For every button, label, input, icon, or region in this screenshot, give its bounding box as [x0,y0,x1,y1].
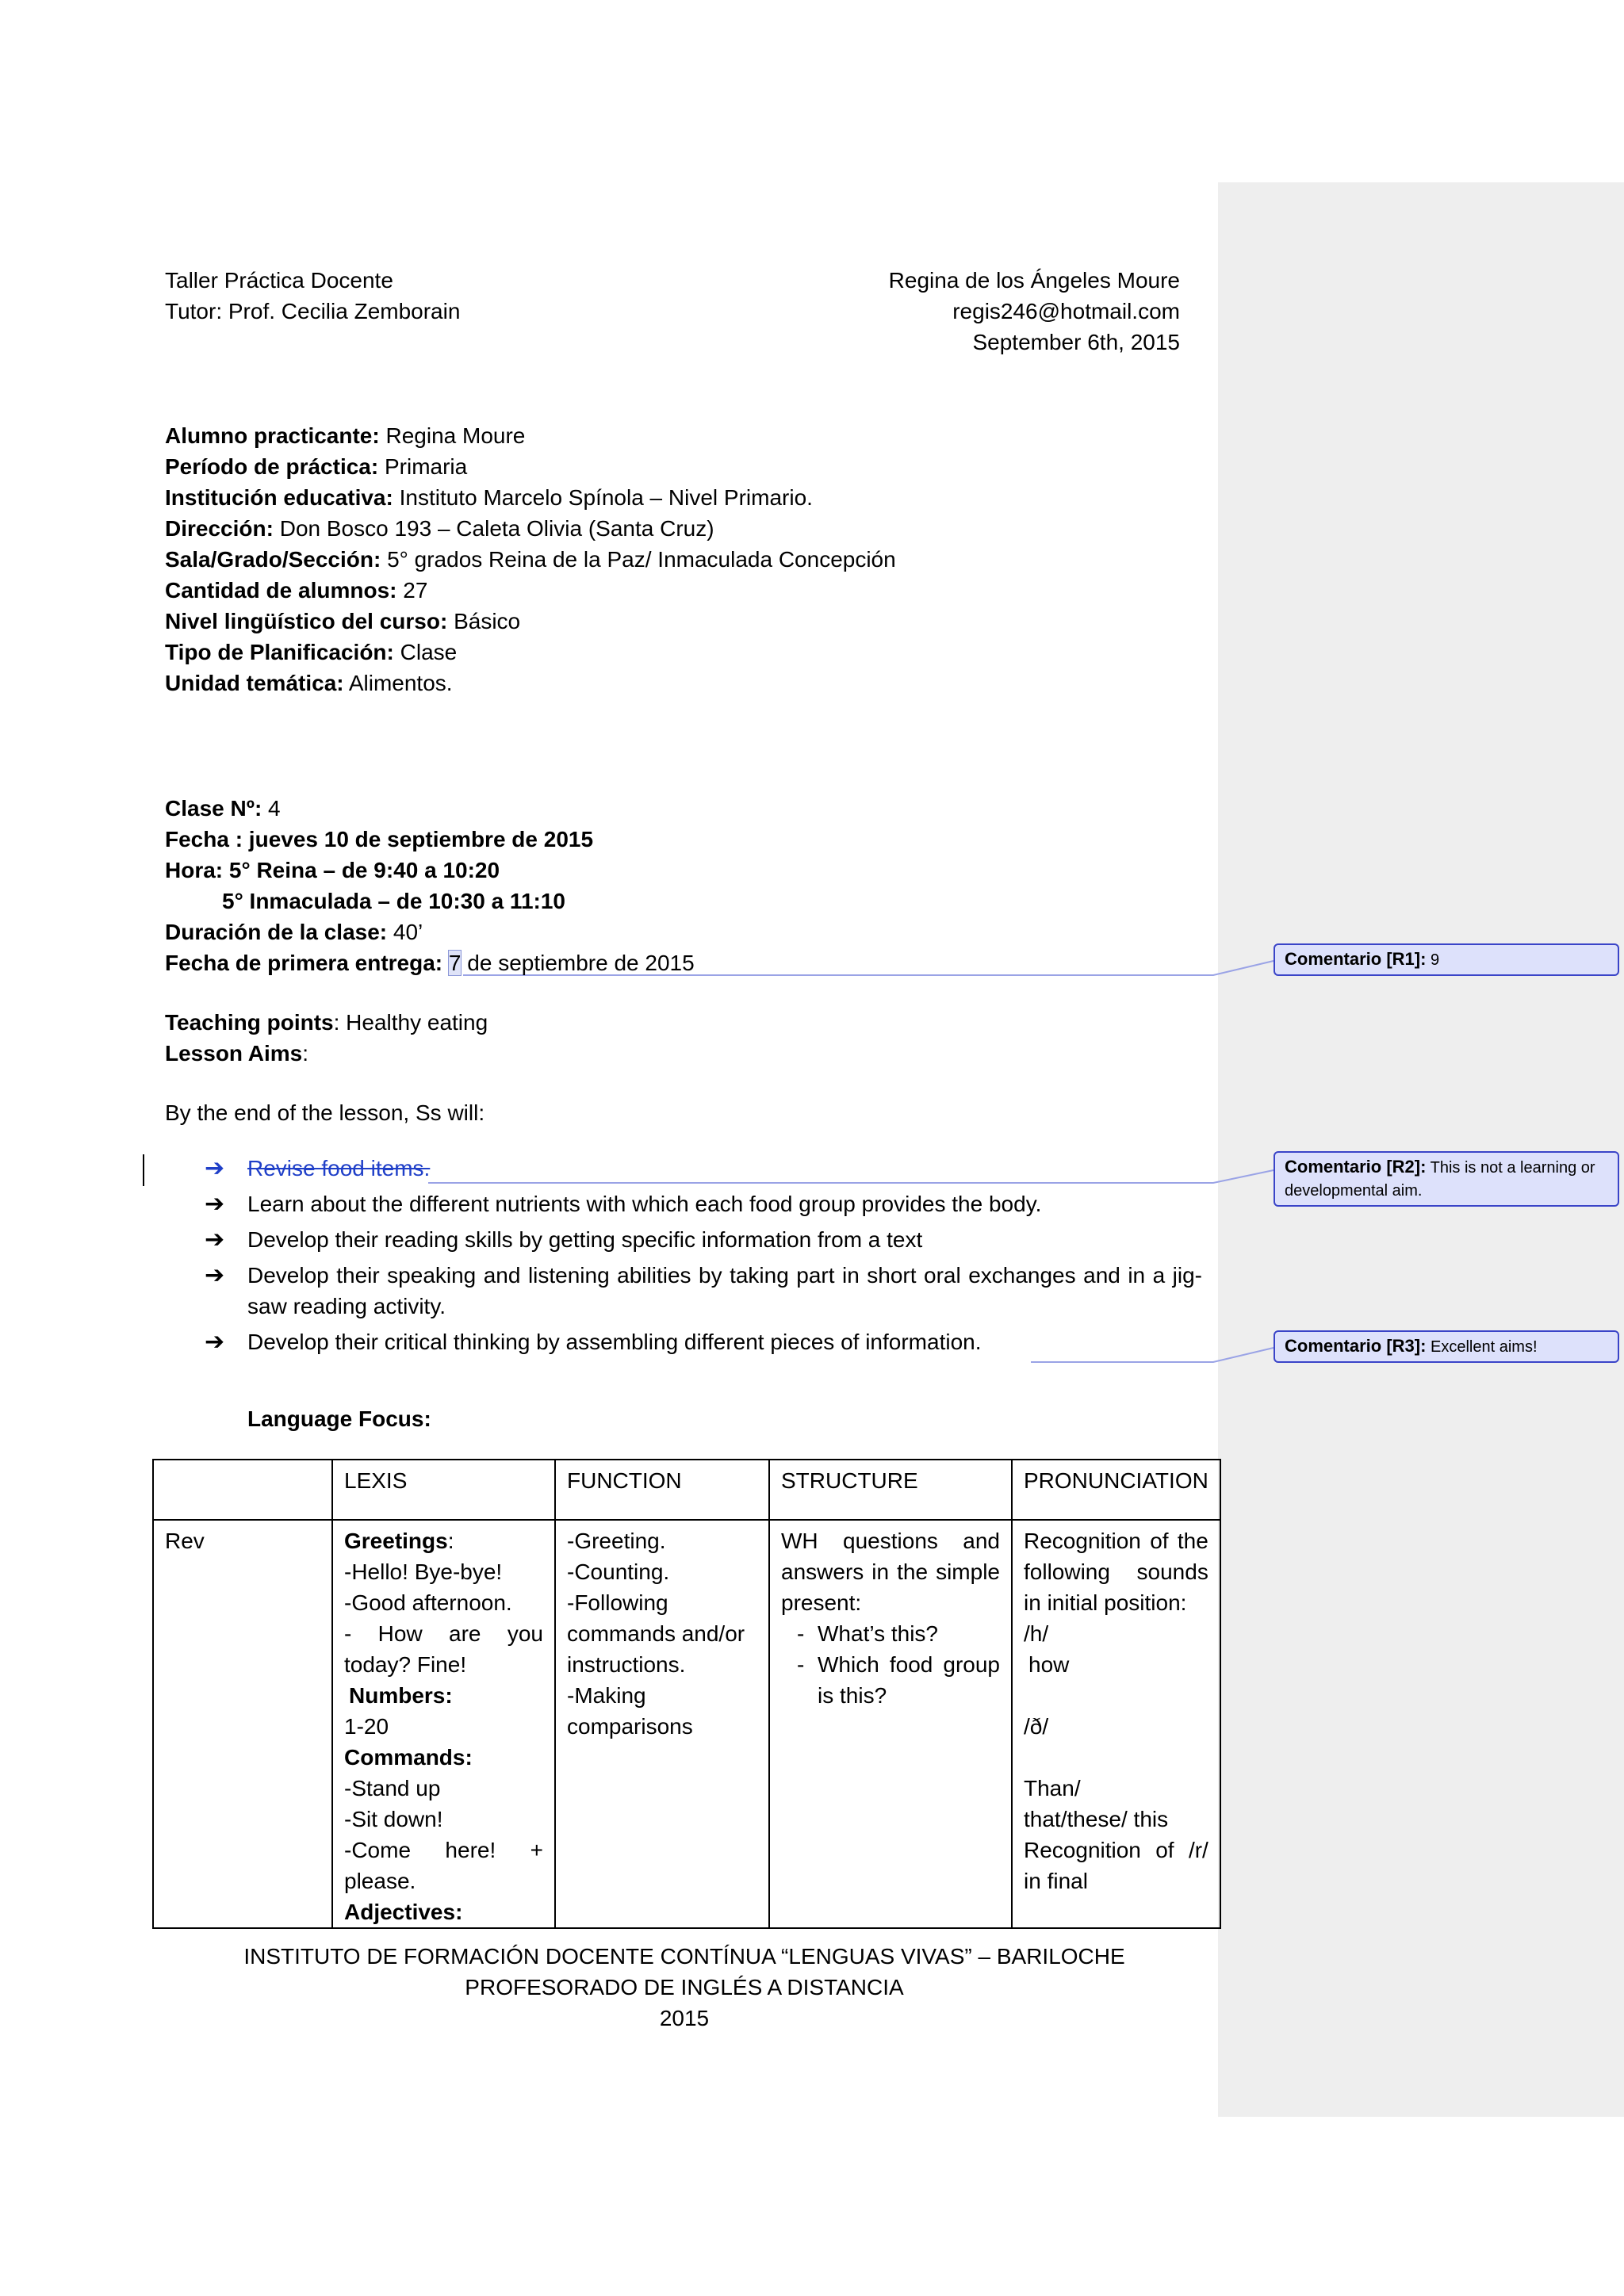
aim-item: ➔ Learn about the different nutrients with which each food group provides the body. [205,1188,1202,1219]
language-focus-heading: Language Focus: [247,1406,431,1431]
deleted-aim-text: Revise food items. [247,1156,431,1181]
teaching-points [165,1007,1196,1069]
info-line: Sala/Grado/Sección: 5° grados Reina de la Paz/ Inmaculada Concepción [165,547,896,572]
aims-list [205,1153,1202,1362]
table-header-cell: LEXIS [332,1460,555,1520]
info-line: Cantidad de alumnos: 27 [165,578,428,603]
arrow-icon: ➔ [205,1329,225,1355]
info-line: Alumno practicante: Regina Moure [165,423,526,448]
document-date: September 6th, 2015 [972,330,1180,354]
teaching-points-line: Teaching points: Healthy eating [165,1010,488,1035]
comment-r2[interactable]: Comentario [R2]: This is not a learning or developmental aim. [1274,1151,1619,1207]
tutor-name: Tutor: Prof. Cecilia Zemborain [165,299,461,323]
table-header-cell: STRUCTURE [769,1460,1012,1520]
structure-cell: WH questions and answers in the simple present: - What’s this? - Which food group is this? [769,1520,1012,1928]
arrow-icon: ➔ [205,1262,225,1288]
aim-item: ➔ Develop their reading skills by getting specific information from a text [205,1224,1202,1255]
text-cursor [143,1154,144,1186]
class-date: Fecha : jueves 10 de septiembre de 2015 [165,827,594,851]
first-delivery-date: Fecha de primera entrega: 7 de septiembre de 2015 [165,951,695,975]
author-name: Regina de los Ángeles Moure [888,268,1180,293]
info-line: Período de práctica: Primaria [165,454,468,479]
aim-item: ➔ Develop their speaking and listening abilities by taking part in short oral exchanges and in a jig-saw reading activity. [205,1260,1202,1322]
class-duration: Duración de la clase: 40’ [165,920,423,944]
comment-r1[interactable]: Comentario [R1]: 9 [1274,943,1619,976]
lesson-aims-heading: Lesson Aims: [165,1041,309,1066]
author-email: regis246@hotmail.com [952,299,1180,323]
info-line: Unidad temática: Alimentos. [165,671,453,695]
table-header-cell [153,1460,332,1520]
course-name: Taller Práctica Docente [165,268,393,293]
info-line: Institución educativa: Instituto Marcelo Spínola – Nivel Primario. [165,485,813,510]
arrow-icon: ➔ [205,1155,225,1181]
table-header-cell: FUNCTION [555,1460,769,1520]
arrow-icon: ➔ [205,1226,225,1253]
class-time-2: 5° Inmaculada – de 10:30 a 11:10 [222,889,566,913]
table-row [153,1520,1220,1928]
lexis-cell: Greetings: -Hello! Bye-bye! -Good afternoon. - How are you today? Fine! Numbers: 1-20 Commands: -Stand up -Sit down! -Come here! + please. Adjectives: [332,1520,555,1928]
pronunciation-cell: Recognition of the following sounds in initial position: /h/ how /ð/ Than/ that/these/ this Recognition of /r/ in final [1012,1520,1220,1928]
language-focus-table [152,1459,1221,1929]
footer-institution: INSTITUTO DE FORMACIÓN DOCENTE CONTÍNUA “LENGUAS VIVAS” – BARILOCHE [243,1944,1125,1969]
class-number: Clase Nº: 4 [165,796,281,821]
aim-item-deleted[interactable] [205,1153,1202,1184]
class-time-1: Hora: 5° Reina – de 9:40 a 10:20 [165,858,500,882]
footer-program: PROFESORADO DE INGLÉS A DISTANCIA [465,1975,904,1999]
info-line: Dirección: Don Bosco 193 – Caleta Olivia (Santa Cruz) [165,516,714,541]
page-footer [165,1941,1204,2034]
function-cell: -Greeting. -Counting. -Following commands and/or instructions. -Making comparisons [555,1520,769,1928]
footer-year: 2015 [659,2006,710,2030]
header-right [761,265,1180,358]
comment-anchor-r1[interactable]: 7 [448,951,462,975]
table-header-row [153,1460,1220,1520]
info-line: Tipo de Planificación: Clase [165,640,458,664]
info-line: Nivel lingüístico del curso: Básico [165,609,521,633]
arrow-icon: ➔ [205,1191,225,1217]
by-end-intro: By the end of the lesson, Ss will: [165,1100,485,1125]
info-block [165,420,1196,698]
header-left [165,265,720,327]
comment-r3[interactable]: Comentario [R3]: Excellent aims! [1274,1330,1619,1363]
class-details [165,793,1196,978]
table-header-cell: PRONUNCIATION [1012,1460,1220,1520]
row-label-cell: Rev [153,1520,332,1928]
aim-item: ➔ Develop their critical thinking by assembling different pieces of information. [205,1326,1202,1357]
